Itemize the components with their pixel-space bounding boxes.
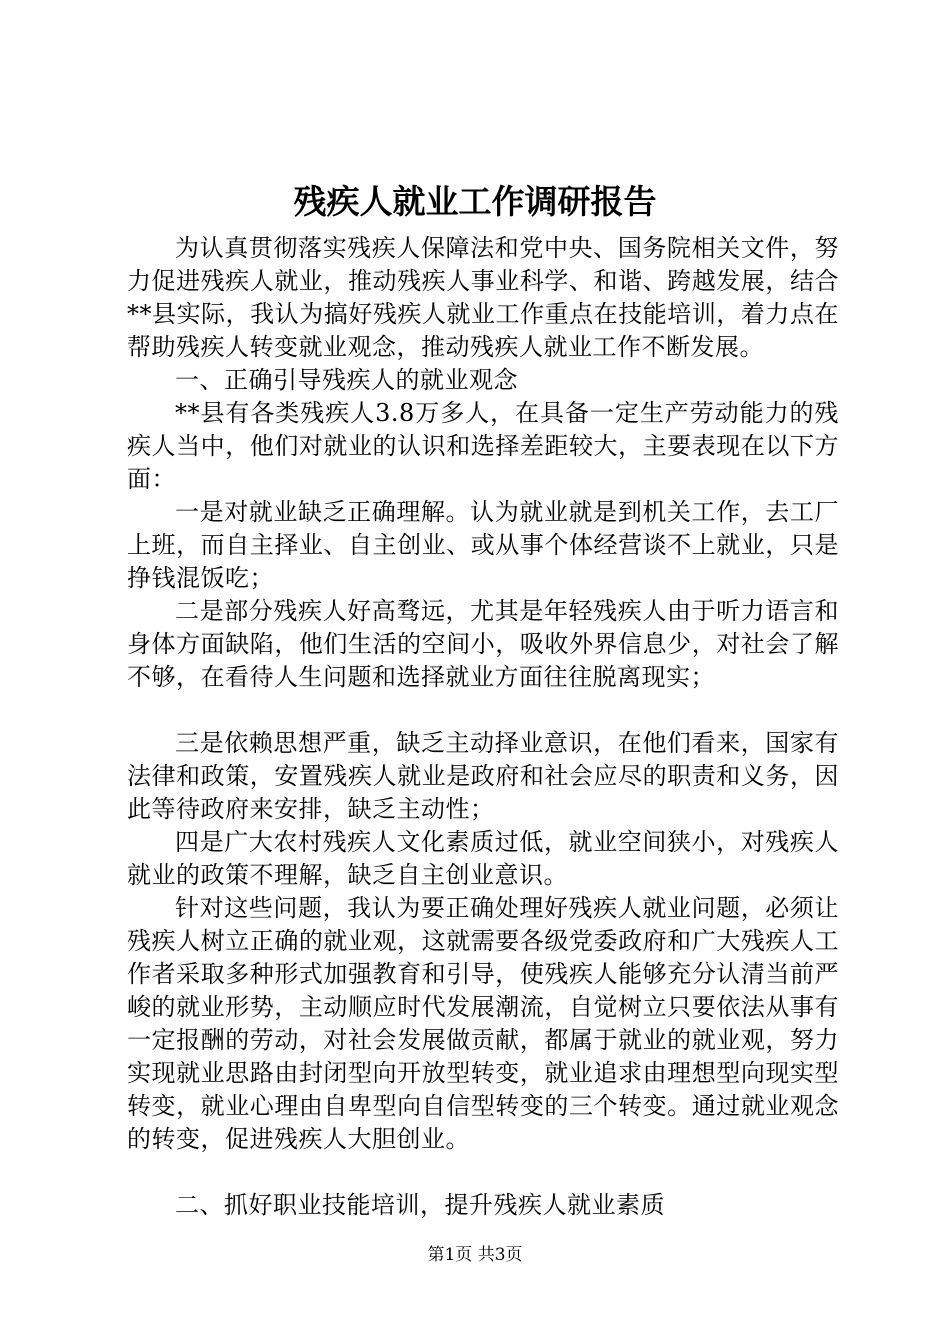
paragraph-point-3: 三是依赖思想严重，缺乏主动择业意识，在他们看来，国家有法律和政策，安置残疾人就业是政府和社会应尽的职责和义务，因此等待政府来安排，缺乏主动性； [127,729,839,823]
document-title: 残疾人就业工作调研报告 [293,182,657,221]
section-heading-1: 一、正确引导残疾人的就业观念 [175,366,518,394]
section-heading-2: 二、抓好职业技能培训，提升残疾人就业素质 [175,1191,665,1219]
paragraph-point-1: 一是对就业缺乏正确理解。认为就业就是到机关工作，去工厂上班，而自主择业、自主创业、或从事个体经营谈不上就业，只是挣钱混饭吃； [127,498,839,592]
page-footer: 第1页 共3页 [427,1245,523,1265]
paragraph-solution: 针对这些问题，我认为要正确处理好残疾人就业问题，必须让残疾人树立正确的就业观，这就需要各级党委政府和广大残疾人工作者采取多种形式加强教育和引导，使残疾人能够充分认清当前严峻的就业形势，主动顺应时代发展潮流，自觉树立只要依法从事有一定报酬的劳动，对社会发展做贡献，都属于就业的就业观，努力实现就业思路由封闭型向开放型转变，就业追求由理想型向现实型转变，就业心理由自卑型向自信型转变的三个转变。通过就业观念的转变，促进残疾人大胆创业。 [127,894,839,1153]
paragraph-overview: **县有各类残疾人3.8万多人，在具备一定生产劳动能力的残疾人当中，他们对就业的认识和选择差距较大，主要表现在以下方面： [127,399,839,493]
paragraph-point-2: 二是部分残疾人好高骛远，尤其是年轻残疾人由于听力语言和身体方面缺陷，他们生活的空间小，吸收外界信息少，对社会了解不够，在看待人生问题和选择就业方面往往脱离现实； [127,597,839,691]
document-body [127,232,839,1222]
paragraph-intro: 为认真贯彻落实残疾人保障法和党中央、国务院相关文件，努力促进残疾人就业，推动残疾人事业科学、和谐、跨越发展，结合**县实际，我认为搞好残疾人就业工作重点在技能培训，着力点在帮助残疾人转变就业观念，推动残疾人就业工作不断发展。 [127,234,839,361]
paragraph-point-4: 四是广大农村残疾人文化素质过低，就业空间狭小，对残疾人就业的政策不理解，缺乏自主创业意识。 [127,828,839,889]
